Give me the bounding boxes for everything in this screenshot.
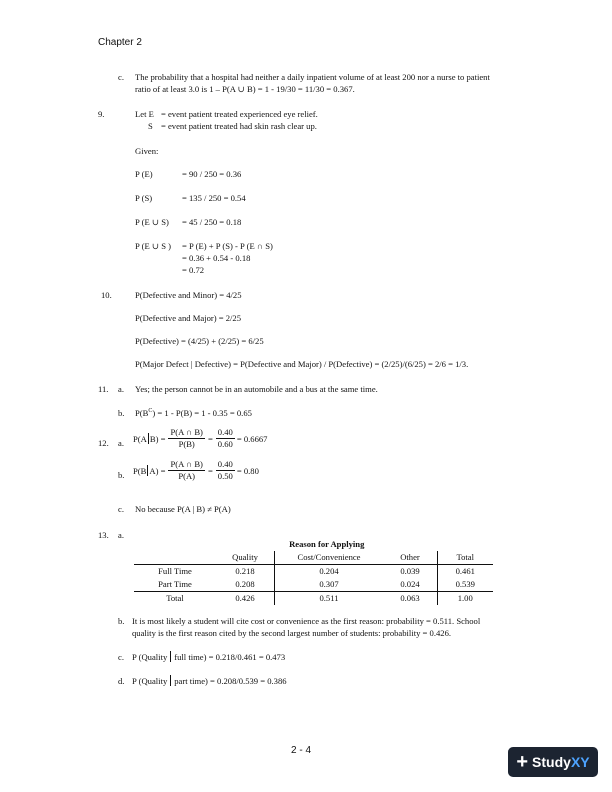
studyxy-badge[interactable] bbox=[508, 747, 598, 777]
q9-union-line: = P (E) + P (S) - P (E ∩ S) bbox=[182, 241, 273, 251]
q13-d-label: d. bbox=[118, 676, 125, 686]
q11-a-text: Yes; the person cannot be in an automobile and a bus at the same time. bbox=[135, 384, 378, 394]
q9-union-line: = 0.72 bbox=[182, 265, 205, 275]
q9-def-s-text: = event patient treated had skin rash clear up. bbox=[161, 121, 317, 131]
q11-b-label: b. bbox=[118, 408, 125, 418]
table-cell: 0.208 bbox=[216, 578, 275, 592]
q12-b-equation: P(B A) = $\frac{P(A \cap B)}{P(A)}$ = $\frac{0.40}{0.50}$ = 0.80 bbox=[133, 459, 259, 481]
table-cell: 0.426 bbox=[216, 592, 275, 606]
table-cell: 1.00 bbox=[438, 592, 493, 606]
q13-a-label: a. bbox=[118, 530, 124, 540]
q13-b-line1: It is most likely a student will cite cost or convenience as the first reason: probability = 0.511. School bbox=[132, 616, 481, 626]
q9-def-e-text: = event patient treated experienced eye relief. bbox=[161, 109, 318, 119]
q13-c-label: c. bbox=[118, 652, 124, 662]
table-cell: 0.218 bbox=[216, 565, 275, 579]
table-row-label: Total bbox=[166, 593, 184, 603]
q13-c-text: P (Quality full time) = 0.218/0.461 = 0.473 bbox=[132, 651, 286, 662]
q10-line: P(Defective) = (4/25) + (2/25) = 6/25 bbox=[135, 336, 264, 346]
table-cell: 0.204 bbox=[319, 566, 339, 576]
q9-row-value: = 135 / 250 = 0.54 bbox=[182, 193, 246, 203]
q13-number: 13. bbox=[98, 530, 109, 540]
q9-row-label: P (E ∪ S) bbox=[135, 217, 169, 227]
table-column-header: Other bbox=[400, 552, 420, 562]
q9-given: Given: bbox=[135, 146, 159, 156]
q9-def-s-prefix: S bbox=[148, 121, 153, 131]
q13-b-label: b. bbox=[118, 616, 125, 626]
q9-number: 9. bbox=[98, 109, 105, 119]
table-row bbox=[134, 592, 493, 606]
q12-c-label: c. bbox=[118, 504, 124, 514]
q12-a-equation: P(A B) = $\frac{P(A \cap B)}{P(B)}$ = $\frac{0.40}{0.60}$ = 0.6667 bbox=[133, 427, 268, 449]
q8c-line2: ratio of at least 3.0 is 1 – P(A ∪ B) = 1 - 19/30 = 11/30 = 0.367. bbox=[135, 84, 355, 94]
plus-icon: + bbox=[516, 751, 529, 773]
q8c-line1: The probability that a hospital had neither a daily inpatient volume of at least 200 nor a nurse to patient bbox=[135, 72, 490, 82]
table-cell: 0.539 bbox=[438, 578, 493, 592]
q11-b-text: $P(B^C) = 1 - P(B) = 1 - 0.35 = 0.65$ bbox=[135, 408, 252, 418]
q11-number: 11. bbox=[98, 384, 109, 394]
table-cell: 0.024 bbox=[400, 579, 420, 589]
table-row-label: Full Time bbox=[158, 566, 192, 576]
q9-union-line: = 0.36 + 0.54 - 0.18 bbox=[182, 253, 251, 263]
q9-def-e-prefix: Let E bbox=[135, 109, 154, 119]
q9-row-value: = 45 / 250 = 0.18 bbox=[182, 217, 242, 227]
q10-line: P(Defective and Major) = 2/25 bbox=[135, 313, 242, 323]
table-column-header: Total bbox=[438, 551, 493, 565]
q10-line: P(Defective and Minor) = 4/25 bbox=[135, 290, 242, 300]
table-cell: 0.063 bbox=[400, 593, 420, 603]
table-row bbox=[134, 578, 493, 592]
chapter-title: Chapter 2 bbox=[98, 37, 142, 48]
q8c-label: c. bbox=[118, 72, 124, 82]
table-cell: 0.461 bbox=[438, 565, 493, 579]
q10-number: 10. bbox=[101, 290, 112, 300]
table-cell: 0.307 bbox=[319, 579, 339, 589]
q13-b-line2: quality is the first reason cited by the second largest number of students: probability = 0.426. bbox=[132, 628, 452, 638]
q12-c-text: No because P(A | B) ≠ P(A) bbox=[135, 504, 231, 514]
table-row-label: Part Time bbox=[158, 579, 192, 589]
q9-row-label: P (S) bbox=[135, 193, 153, 203]
table-cell: 0.511 bbox=[319, 593, 339, 603]
q9-union-label: P (E ∪ S ) bbox=[135, 241, 172, 251]
q12-a-label: a. bbox=[118, 438, 124, 448]
q12-number: 12. bbox=[98, 438, 109, 448]
page-number: 2 - 4 bbox=[291, 745, 312, 756]
reason-table bbox=[134, 538, 493, 605]
q11-a-label: a. bbox=[118, 384, 124, 394]
table-row bbox=[134, 565, 493, 579]
q9-row-value: = 90 / 250 = 0.36 bbox=[182, 169, 242, 179]
q10-line: P(Major Defect | Defective) = P(Defective and Major) / P(Defective) = (2/25)/(6/25) = 2/6 = 1/3. bbox=[135, 359, 469, 369]
q12-b-label: b. bbox=[118, 470, 125, 480]
q13-d-text: P (Quality part time) = 0.208/0.539 = 0.386 bbox=[132, 675, 287, 686]
brand-name: StudyXY bbox=[532, 754, 590, 770]
q9-row-label: P (E) bbox=[135, 169, 153, 179]
table-column-header: Cost/Convenience bbox=[297, 552, 361, 562]
table-group-header: Reason for Applying bbox=[289, 539, 365, 549]
table-cell: 0.039 bbox=[400, 566, 420, 576]
table-column-header: Quality bbox=[216, 551, 275, 565]
